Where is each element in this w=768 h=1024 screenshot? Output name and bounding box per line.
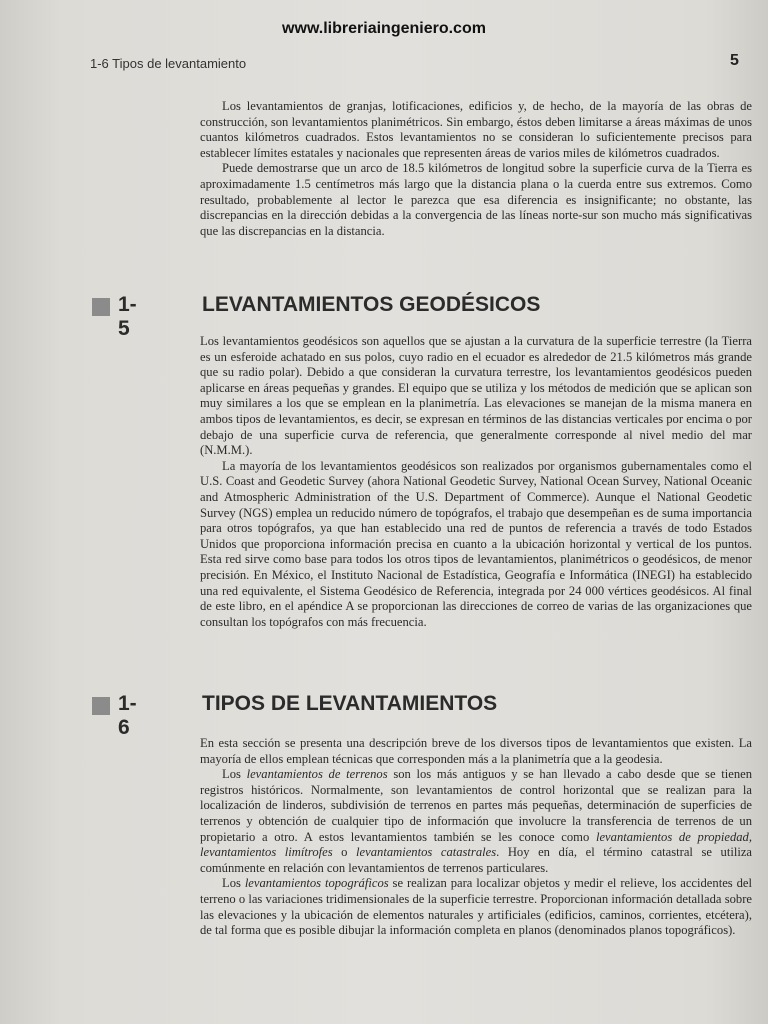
section-1-6-paragraph-3 [200, 876, 752, 938]
section-number: 1-6 [118, 692, 137, 739]
text-run: se realizan para localizar objetos y medir el relieve, los accidentes del terreno o las variaciones tridimensionales de la superficie terrestre. Proporcionan información detallada sobre las elevaciones y la ubicación de elementos naturales y artificiales (edificios, caminos, corrientes, etcétera), de tal forma que es posible dibujar la información completa en planos (denominados planos topográficos). [200, 876, 752, 938]
text-run: . Hoy en día, el término catastral se utiliza comúnmente en relación con levantamientos de terrenos particulares. [200, 845, 753, 875]
intro-paragraph-2: Puede demostrarse que un arco de 18.5 kilómetros de longitud sobre la superficie curva de la Tierra es aproximadamente 1.5 centímetros más largo que la distancia plana o la cuerda entre sus extremos. Como resultado, probablemente al lector le parezca que esa diferencia es insignificante; no obstante, las discrepancias en la dirección debidas a la convergencia de las líneas norte-sur son mucho más significativas que las discrepancias en la distancia. [200, 161, 752, 238]
term-levantamientos-topograficos: levantamientos topográficos [244, 876, 389, 891]
term-levantamientos-de-terrenos: levantamientos de terrenos [246, 767, 388, 782]
term-levantamientos-catastrales: levantamientos catastrales [356, 845, 497, 860]
text-run: Los [222, 767, 247, 782]
term-levantamientos-de-propiedad: levantamientos de propiedad, levantamientos limítrofes [200, 829, 752, 860]
text-run: son los más antiguos y se han llevado a cabo desde que se tienen registros históricos. Normalmente, son levantamientos de control horizontal que se realizan para la localización de linderos, subdivisión de terrenos en partes más pequeñas, determinación de superficies de terrenos y obtención de cualquier tipo de información que involucre la transferencia de terrenos de un propietario a otro. A estos levantamientos también se les conoce como [200, 767, 752, 844]
section-1-5-paragraph-1: Los levantamientos geodésicos son aquellos que se ajustan a la curvatura de la superficie terrestre (la Tierra es un esferoide achatado en sus polos, cuyo radio en el ecuador es alrededor de 21.5 kilómetros más grande que su radio polar). Debido a que consideran la curvatura terrestre, los levantamientos geodésicos pueden aplicarse en áreas pequeñas y grandes. El equipo que se utiliza y los métodos de medición que se aplican son muy similares a los que se emplean en la planimetría. Las elevaciones se manejan de la misma manera en ambos tipos de levantamientos, es decir, se expresan en términos de las distancias verticales por encima o por debajo de una superficie curva de referencia, que generalmente corresponde al nivel medio del mar (N.M.M.). [200, 334, 752, 458]
intro-paragraph-1: Los levantamientos de granjas, lotificaciones, edificios y, de hecho, de la mayoría de las obras de construcción, son levantamientos planimétricos. Sin embargo, éstos deben limitarse a áreas máximas de unos cuantos kilómetros cuadrados. Estos levantamientos no se consideran lo suficientemente precisos para establecer límites estatales y nacionales que representen áreas de varios miles de kilómetros cuadrados. [200, 99, 752, 160]
section-marker-icon [92, 697, 110, 715]
text-run: o [332, 845, 357, 860]
intro-text [200, 99, 752, 239]
section-1-5-text [200, 334, 752, 630]
section-marker-icon [92, 298, 110, 316]
section-1-5-paragraph-2: La mayoría de los levantamientos geodésicos son realizados por organismos gubernamentales como el U.S. Coast and Geodetic Survey (ahora National Geodetic Survey, National Ocean Survey, National Oceanic and Atmospheric Administration of the U.S. Department of Commerce). Aunque el National Geodetic Survey (NGS) emplea un reducido número de topógrafos, el trabajo que desempeñan es de suma importancia para otros topógrafos, ya que han establecido una red de puntos de referencia a través de todo Estados Unidos que proporciona información precisa en cuanto a la ubicación horizontal y vertical de los puntos. Esta red sirve como base para todos los otros tipos de levantamientos, planimétricos o geodésicos, de menor precisión. En México, el Instituto Nacional de Estadística, Geografía e Informática (INEGI) ha establecido una red equivalente, el Sistema Geodésico de Referencia, integrada por 24 000 vértices geodésicos. Al final de este libro, en el apéndice A se proporcionan las direcciones de correo de varias de las organizaciones que consultan los topógrafos con más frecuencia. [200, 458, 752, 629]
section-title: TIPOS DE LEVANTAMIENTOS [202, 692, 498, 715]
site-url-watermark: www.libreriaingeniero.com [282, 20, 486, 37]
running-head: 1-6 Tipos de levantamiento [90, 56, 247, 71]
section-title: LEVANTAMIENTOS GEODÉSICOS [202, 293, 541, 316]
page-number: 5 [730, 52, 739, 69]
section-1-6-text [200, 736, 752, 939]
section-number: 1-5 [118, 293, 137, 340]
text-run: Los [222, 876, 245, 891]
section-1-6-paragraph-1: En esta sección se presenta una descripción breve de los diversos tipos de levantamientos que existen. La mayoría de ellos emplean técnicas que corresponden más a la planimetría que a la geodesia. [200, 736, 752, 766]
section-1-6-paragraph-2 [200, 767, 752, 876]
